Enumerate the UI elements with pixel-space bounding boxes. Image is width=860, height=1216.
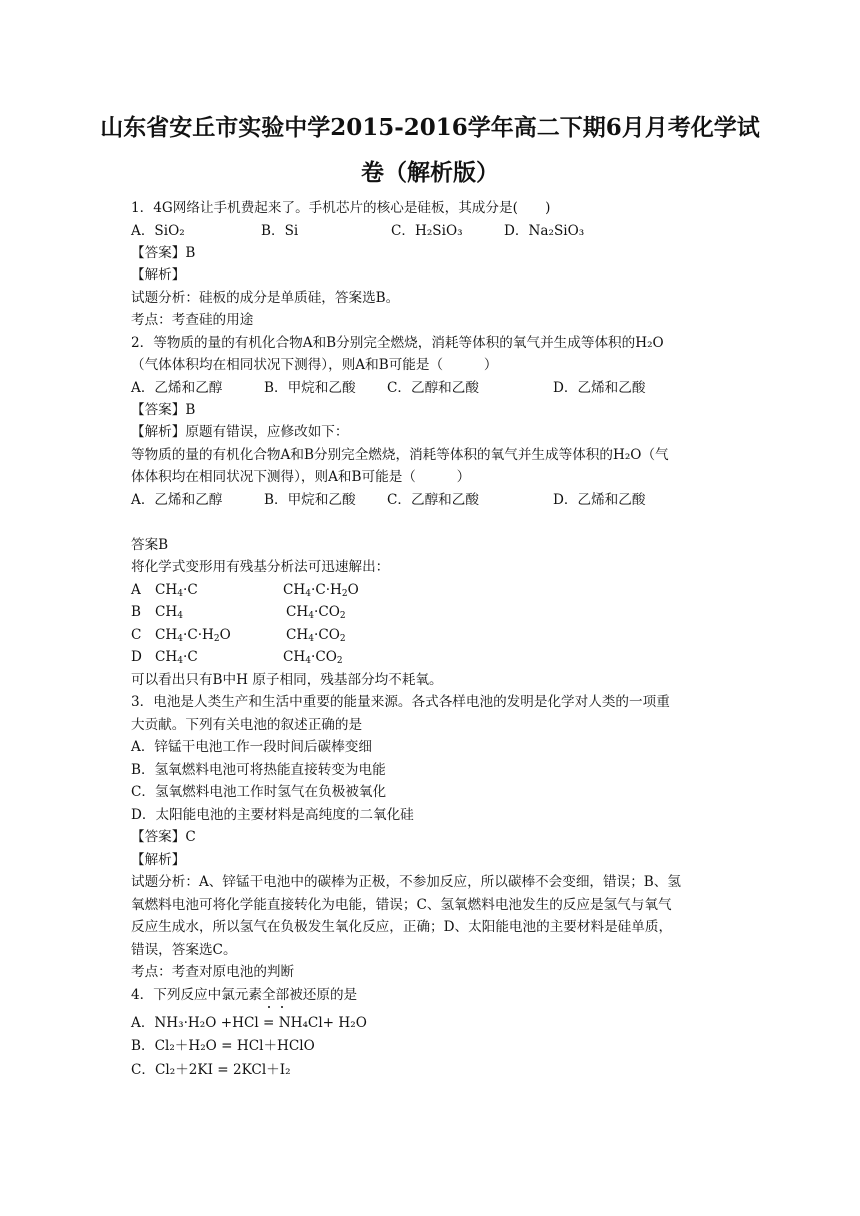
q3-stem-line-2: 大贡献。下列有关电池的叙述正确的是 <box>131 717 363 733</box>
q2-answer: 【答案】B <box>131 402 196 418</box>
q1-option-d: D．Na₂SiO₃ <box>504 223 585 239</box>
q1-option-c: C．H₂SiO₃ <box>391 223 463 239</box>
q2-restated-option-d: D．乙烯和乙酸 <box>553 492 646 508</box>
q2-restated-option-b: B．甲烷和乙酸 <box>264 492 356 508</box>
q3-option-d: D．太阳能电池的主要材料是高纯度的二氧化硅 <box>131 807 414 823</box>
q1-stem: 1．4G网络让手机费起来了。手机芯片的核心是硅板，其成分是( ) <box>131 200 551 216</box>
q3-analysis-line-4: 错误，答案选C。 <box>131 942 237 958</box>
q3-analysis-line-2: 氧燃料电池可将化学能直接转化为电能，错误；C、氢氧燃料电池发生的反应是氢气与氧气 <box>131 897 672 913</box>
q4-stem <box>131 985 357 1005</box>
formula-row-key: C <box>131 627 142 643</box>
q2-conclusion: 可以看出只有B中H 原子相同，残基部分均不耗氧。 <box>131 672 443 688</box>
q3-option-b: B．氢氧燃料电池可将热能直接转变为电能 <box>131 762 386 778</box>
formula-row-key: D <box>131 649 142 665</box>
q2-stem-line-2: （气体体积均在相同状况下测得），则A和B可能是（ ） <box>131 357 498 373</box>
q3-analysis-line-3: 反应生成水，所以氢气在负极发生氧化反应，正确；D、太阳能电池的主要材料是硅单质， <box>131 919 673 935</box>
formula-row-key: B <box>131 604 141 620</box>
q2-method: 将化学式变形用有残基分析法可迅速解出： <box>131 559 390 575</box>
emphasis-dot-char: 全 <box>262 987 276 1003</box>
q4-stem-suffix: 被还原的是 <box>289 987 358 1003</box>
q1-option-b: B．Si <box>261 223 299 239</box>
formula-row-left: $CH_4\cdot C$ <box>155 649 198 666</box>
q4-stem-prefix: 4．下列反应中氯元素 <box>131 987 262 1003</box>
q2-analysis-head: 【解析】原题有错误，应修改如下： <box>131 424 349 440</box>
formula-row-right: $CH_4\cdot CO_2$ <box>286 604 346 621</box>
q2-option-a: A．乙烯和乙醇 <box>131 380 223 396</box>
document-title-line-1: 山东省安丘市实验中学2015-2016学年高二下期6月月考化学试 <box>100 114 760 141</box>
q2-option-c: C．乙醇和乙酸 <box>387 380 479 396</box>
q1-answer: 【答案】B <box>131 245 196 261</box>
q4-option-a: A．NH₃·H₂O +HCl = NH₄Cl+ H₂O <box>131 1015 367 1031</box>
q3-analysis-label: 【解析】 <box>131 852 186 868</box>
q2-option-d: D．乙烯和乙酸 <box>553 380 646 396</box>
q3-point: 考点：考查对原电池的判断 <box>131 964 295 980</box>
formula-row-key: A <box>131 582 141 598</box>
q1-option-a: A．SiO₂ <box>131 223 185 239</box>
formula-row-left: $CH_4\cdot C$ <box>155 582 198 599</box>
q2-restated-option-a: A．乙烯和乙醇 <box>131 492 223 508</box>
q4-option-b: B．Cl₂＋H₂O = HCl＋HClO <box>131 1038 315 1054</box>
q2-restated-stem-line-1: 等物质的量的有机化合物A和B分别完全燃烧，消耗等体积的氧气并生成等体积的H₂O（气 <box>131 447 669 463</box>
q3-stem-line-1: 3．电池是人类生产和生活中重要的能量来源。各式各样电池的发明是化学对人类的一项重 <box>131 694 670 710</box>
q3-analysis-line-1: 试题分析：A、锌锰干电池中的碳棒为正极，不参加反应，所以碳棒不会变细，错误；B、氢 <box>131 874 681 890</box>
q1-analysis: 试题分析：硅板的成分是单质硅，答案选B。 <box>131 290 400 306</box>
q1-analysis-label: 【解析】 <box>131 267 186 283</box>
document-title-line-2: 卷（解析版） <box>361 159 499 186</box>
q2-answer-2: 答案B <box>131 537 169 553</box>
formula-row-right: $CH_4\cdot C\cdot H_2O$ <box>283 582 359 599</box>
formula-row-left: $CH_4\cdot C\cdot H_2O$ <box>155 627 231 644</box>
emphasis-dot-char: 部 <box>275 987 290 1003</box>
q2-option-b: B．甲烷和乙酸 <box>264 380 356 396</box>
q2-restated-stem-line-2: 体体积均在相同状况下测得），则A和B可能是（ ） <box>131 469 471 485</box>
q2-stem-line-1: 2．等物质的量的有机化合物A和B分别完全燃烧，消耗等体积的氧气并生成等体积的H₂O <box>131 335 664 351</box>
formula-row-right: $CH_4\cdot CO_2$ <box>286 627 346 644</box>
formula-row-left: $CH_4$ <box>155 604 183 621</box>
q1-point: 考点：考查硅的用途 <box>131 312 254 328</box>
formula-row-right: $CH_4\cdot CO_2$ <box>283 649 343 666</box>
q4-option-c: C．Cl₂＋2KI = 2KCl＋I₂ <box>131 1062 291 1078</box>
q2-restated-option-c: C．乙醇和乙酸 <box>387 492 479 508</box>
q3-answer: 【答案】C <box>131 829 196 845</box>
q3-option-a: A．锌锰干电池工作一段时间后碳棒变细 <box>131 739 372 755</box>
q3-option-c: C．氢氧燃料电池工作时氢气在负极被氧化 <box>131 784 387 800</box>
